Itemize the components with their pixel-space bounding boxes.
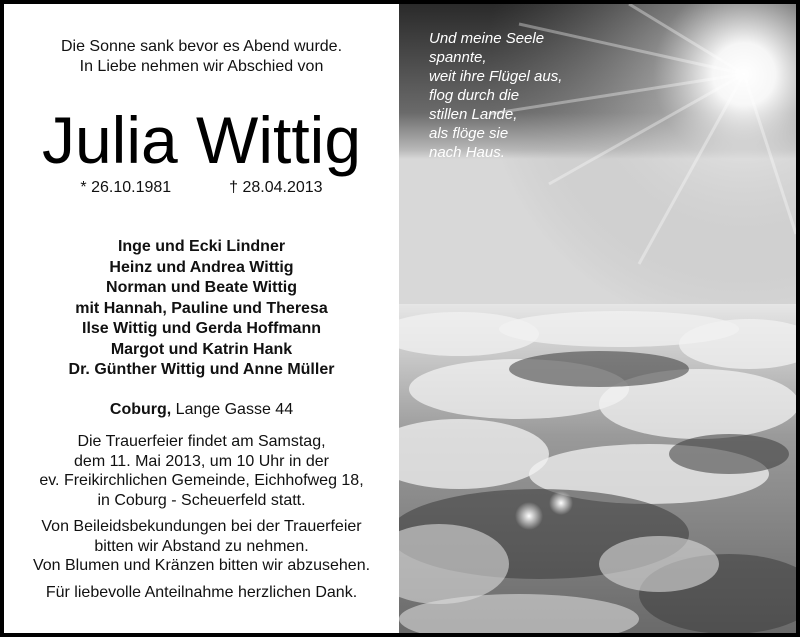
poem bbox=[429, 29, 562, 162]
address bbox=[4, 401, 399, 419]
condolence-line: Von Beileidsbekundungen bei der Trauerfeier bbox=[41, 518, 362, 535]
family-member: Margot und Katrin Hank bbox=[110, 340, 293, 358]
text-panel bbox=[4, 4, 399, 633]
life-dates bbox=[4, 179, 399, 197]
family-member: Norman und Beate Wittig bbox=[106, 279, 297, 296]
service-line: dem 11. Mai 2013, um 10 Uhr in der bbox=[74, 452, 329, 470]
poem-line: nach Haus. bbox=[429, 144, 505, 161]
condolences-note bbox=[4, 517, 399, 576]
service-line: Die Trauerfeier findet am Samstag, bbox=[77, 433, 326, 450]
service-line: in Coburg - Scheuerfeld statt. bbox=[97, 491, 306, 509]
family-member: Ilse Wittig und Gerda Hoffmann bbox=[82, 320, 321, 337]
family-member: Dr. Günther Wittig und Anne Müller bbox=[68, 361, 335, 378]
birth-date: * 26.10.1981 bbox=[80, 179, 172, 196]
poem-line: spannte, bbox=[429, 49, 487, 66]
intro-text bbox=[4, 37, 399, 77]
poem-line: als flöge sie bbox=[429, 125, 509, 142]
family-list bbox=[4, 237, 399, 381]
condolence-line: bitten wir Abstand zu nehmen. bbox=[94, 537, 309, 555]
thanks-text: Für liebevolle Anteilnahme herzlichen Dank. bbox=[45, 584, 358, 601]
intro-line-2: In Liebe nehmen wir Abschied von bbox=[79, 58, 324, 75]
condolence-line: Von Blumen und Kränzen bitten wir abzusehen. bbox=[32, 557, 371, 574]
poem-line: weit ihre Flügel aus, bbox=[429, 68, 563, 85]
deceased-name: Julia Wittig bbox=[41, 103, 362, 177]
family-member: Inge und Ecki Lindner bbox=[117, 238, 286, 255]
death-date: † 28.04.2013 bbox=[229, 179, 323, 196]
service-line: ev. Freikirchlichen Gemeinde, Eichhofweg 18, bbox=[39, 472, 364, 489]
address-city: Coburg, bbox=[109, 401, 172, 418]
family-member: Heinz und Andrea Wittig bbox=[109, 258, 294, 276]
family-member: mit Hannah, Pauline und Theresa bbox=[75, 299, 328, 317]
poem-line: flog durch die bbox=[429, 87, 520, 104]
poem-line: Und meine Seele bbox=[429, 30, 545, 47]
service-info bbox=[4, 432, 399, 510]
sky-photo bbox=[399, 4, 796, 633]
address-street: Lange Gasse 44 bbox=[175, 401, 294, 418]
intro-line-1: Die Sonne sank bevor es Abend wurde. bbox=[60, 38, 343, 55]
poem-line: stillen Lande, bbox=[429, 106, 518, 123]
